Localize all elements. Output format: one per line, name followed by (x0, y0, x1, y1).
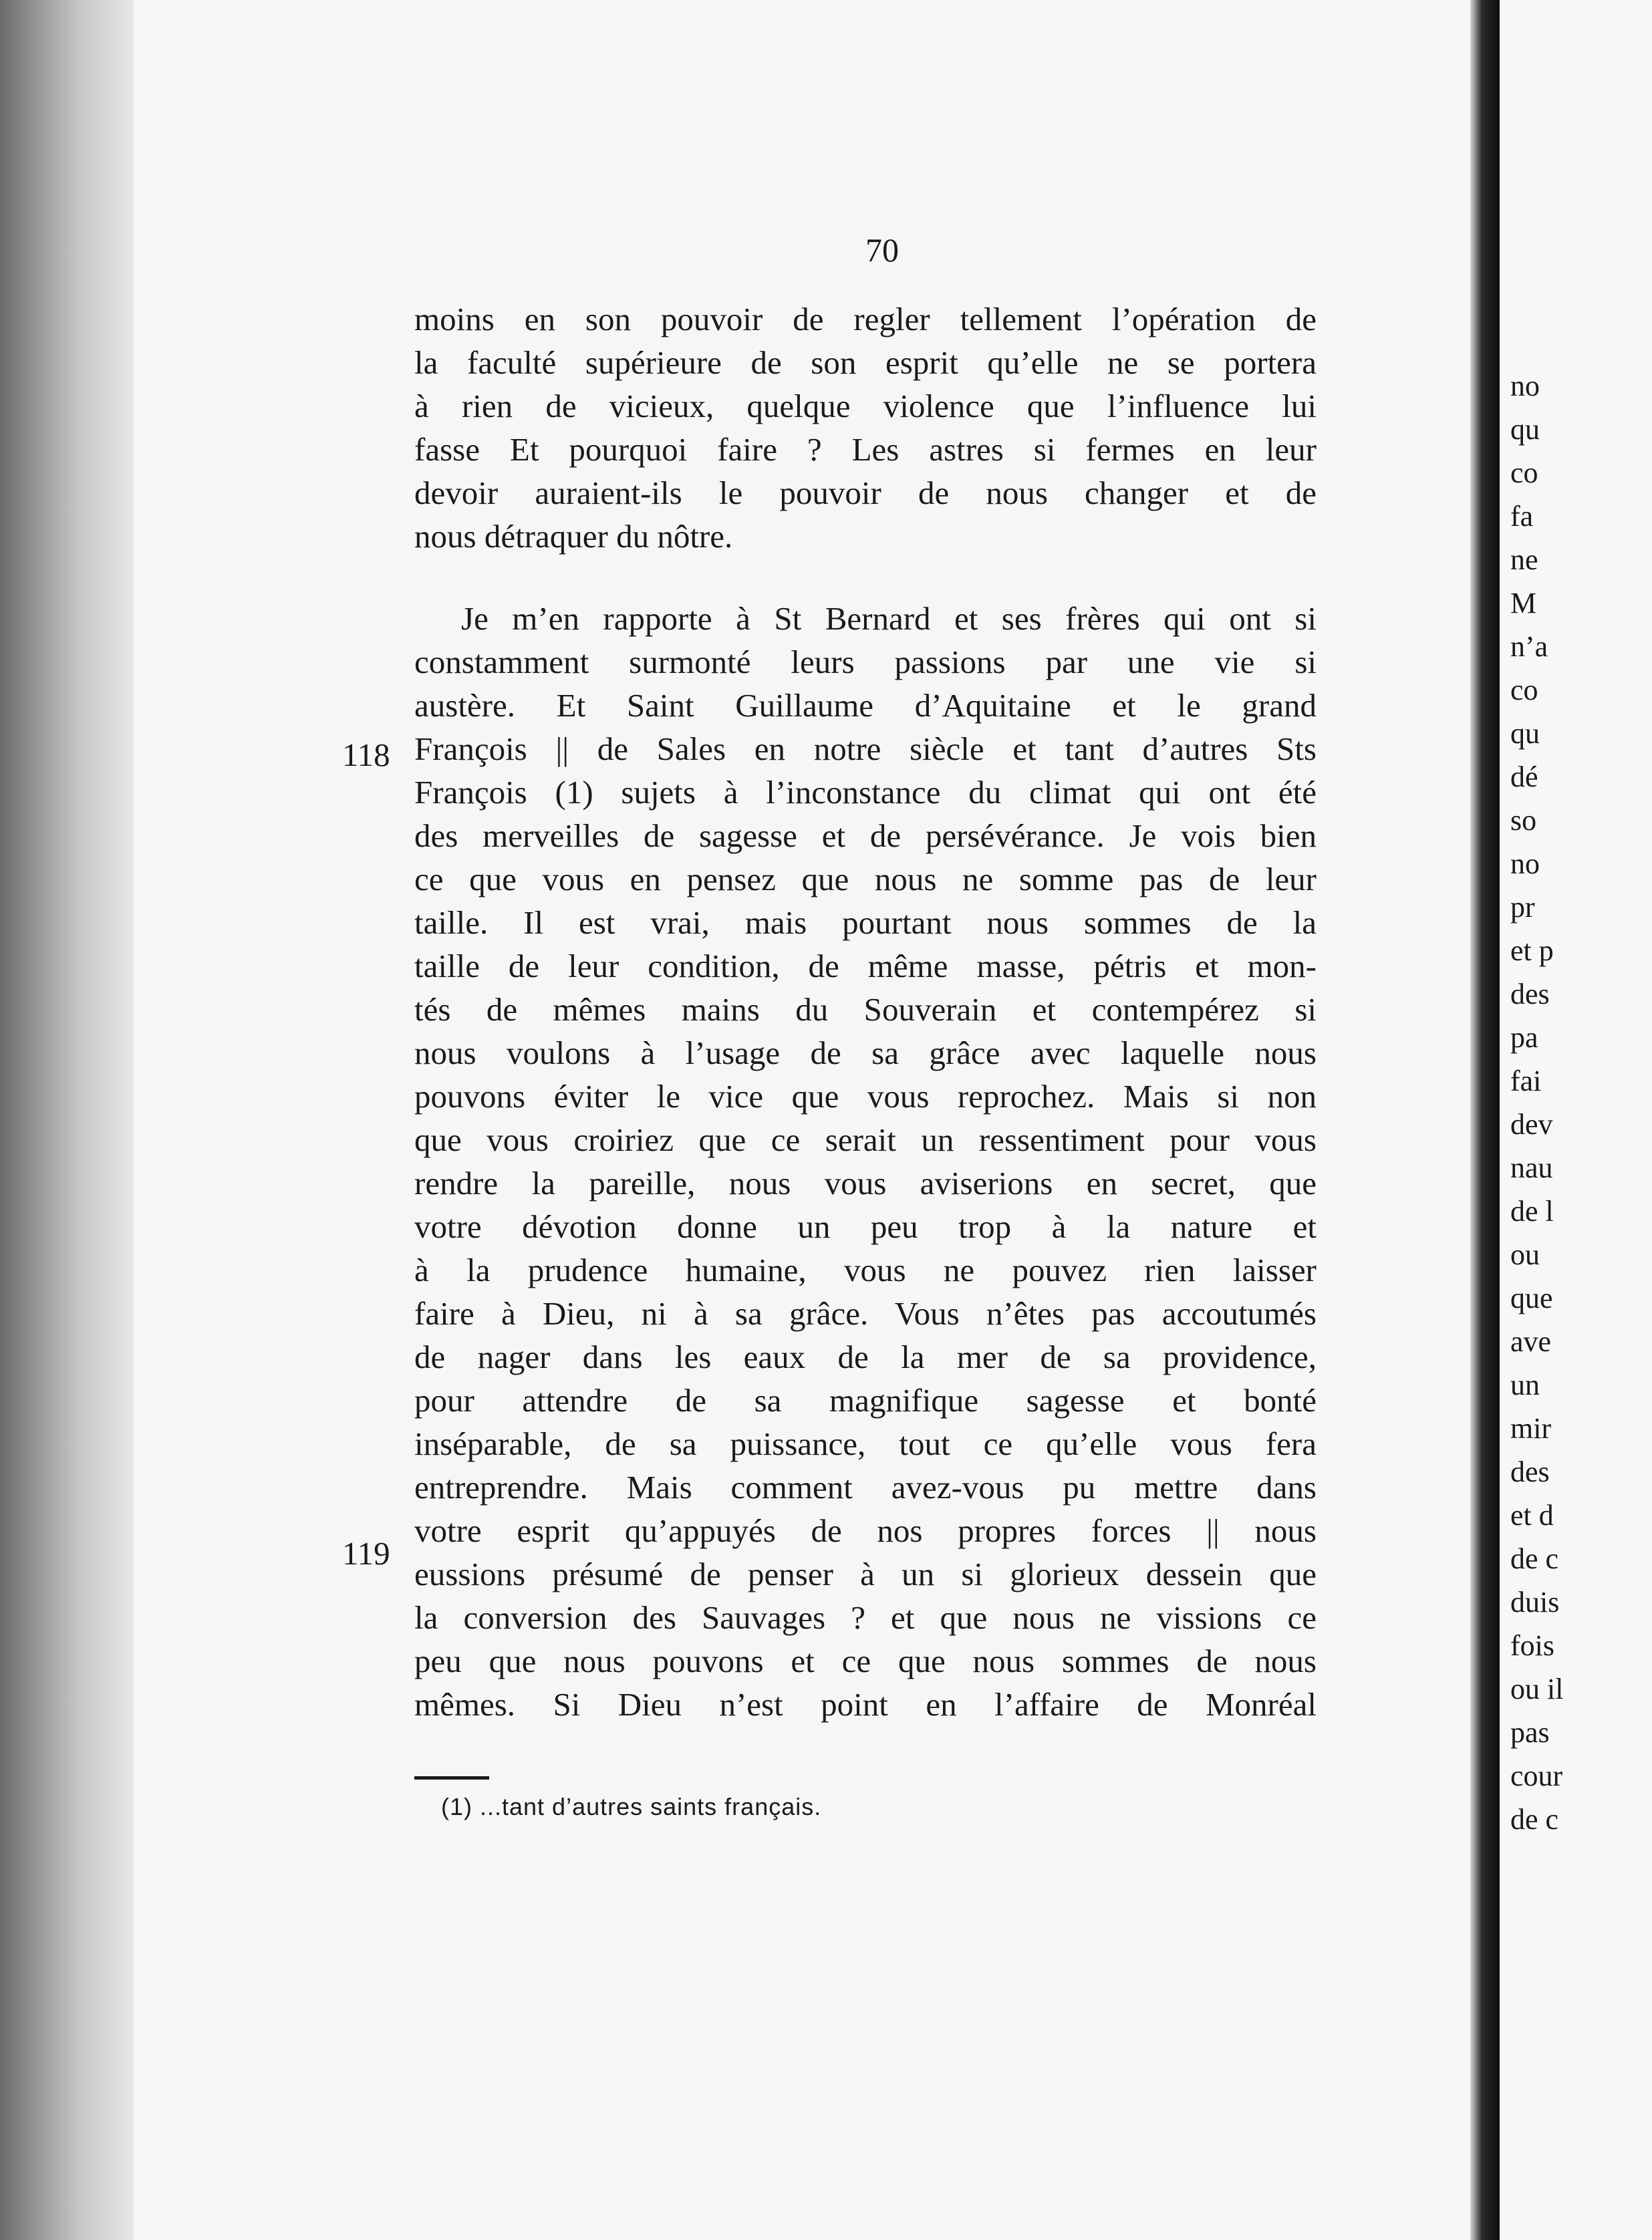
footnote-rule (414, 1776, 489, 1780)
next-page-fragment: et d (1510, 1499, 1554, 1532)
book-gutter-left (0, 0, 134, 2240)
paragraph-gap (414, 558, 1317, 597)
text-line: pour attendre de sa magnifique sagesse et bonté (414, 1382, 1317, 1419)
text-line: mêmes. Si Dieu n’est point en l’affaire de Monréal (414, 1686, 1317, 1723)
text-line: votre dévotion donne un peu trop à la nature et (414, 1208, 1317, 1245)
text-line: à la prudence humaine, vous ne pouvez rien laisser (414, 1252, 1317, 1288)
text-line: la conversion des Sauvages ? et que nous ne vissions ce (414, 1599, 1317, 1636)
text-line: inséparable, de sa puissance, tout ce qu’elle vous fera (414, 1425, 1317, 1462)
next-page-fragment: de c (1510, 1542, 1559, 1575)
text-line: Je m’en rapporte à St Bernard et ses frères qui ont si (461, 600, 1317, 637)
text-line: de nager dans les eaux de la mer de sa providence, (414, 1339, 1317, 1375)
text-line: constamment surmonté leurs passions par une vie si (414, 644, 1317, 680)
text-line: que vous croiriez que ce serait un ressentiment pour vous (414, 1121, 1317, 1158)
text-line: la faculté supérieure de son esprit qu’elle ne se portera (414, 344, 1317, 381)
text-line: eussions présumé de penser à un si glorieux dessein que (414, 1556, 1317, 1592)
next-page-fragment: duis (1510, 1586, 1560, 1619)
next-page-fragment: ou il (1510, 1673, 1564, 1705)
next-page-fragment: des (1510, 978, 1550, 1010)
text-line: faire à Dieu, ni à sa grâce. Vous n’êtes pas accoutumés (414, 1295, 1317, 1332)
next-page-fragment: qu (1510, 413, 1540, 446)
next-page-fragment: fois (1510, 1629, 1554, 1662)
next-page-fragment: ou (1510, 1238, 1540, 1271)
book-spine (1470, 0, 1500, 2240)
text-line: peu que nous pouvons et ce que nous sommes de nous (414, 1643, 1317, 1679)
next-page-fragment: dé (1510, 760, 1538, 793)
text-line: fasse Et pourquoi faire ? Les astres si fermes en leur (414, 431, 1317, 468)
text-line: taille. Il est vrai, mais pourtant nous sommes de la (414, 904, 1317, 941)
text-line: nous détraquer du nôtre. (414, 518, 733, 555)
next-page-fragment: qu (1510, 717, 1540, 750)
text-line: pouvons éviter le vice que vous reprochez. Mais si non (414, 1078, 1317, 1115)
next-page-fragment: des (1510, 1455, 1550, 1488)
text-line: devoir auraient-ils le pouvoir de nous changer et de (414, 474, 1317, 511)
text-line: moins en son pouvoir de regler tellement l’opération de (414, 301, 1317, 337)
text-line: François || de Sales en notre siècle et tant d’autres Sts (414, 730, 1317, 767)
margin-number-118: 118 (342, 736, 390, 773)
next-page-fragment: de l (1510, 1195, 1554, 1228)
next-page-fragment: so (1510, 804, 1537, 837)
margin-number-119: 119 (342, 1535, 390, 1572)
next-page-fragment: co (1510, 456, 1538, 489)
next-page-fragment: de c (1510, 1803, 1559, 1836)
next-page-fragment: co (1510, 674, 1538, 706)
text-line: des merveilles de sagesse et de persévérance. Je vois bien (414, 817, 1317, 854)
next-page-fragment: que (1510, 1282, 1553, 1314)
next-page-fragment: ave (1510, 1325, 1552, 1358)
text-line: votre esprit qu’appuyés de nos propres forces || nous (414, 1512, 1317, 1549)
next-page-fragment: fai (1510, 1065, 1542, 1097)
footnote: (1) ...tant d’autres saints français. (441, 1793, 822, 1820)
text-line: entreprendre. Mais comment avez-vous pu mettre dans (414, 1469, 1317, 1506)
next-page-fragment: n’a (1510, 630, 1548, 663)
next-page-fragment: pas (1510, 1716, 1550, 1749)
next-page-fragment: pa (1510, 1021, 1538, 1054)
next-page-fragment: fa (1510, 500, 1534, 533)
text-line: tés de mêmes mains du Souverain et contempérez si (414, 991, 1317, 1028)
text-line: à rien de vicieux, quelque violence que l’influence lui (414, 388, 1317, 424)
page-number: 70 (865, 231, 899, 269)
next-page-fragment: pr (1510, 891, 1535, 924)
text-line: François (1) sujets à l’inconstance du climat qui ont été (414, 774, 1317, 811)
text-line: ce que vous en pensez que nous ne somme pas de leur (414, 861, 1317, 897)
text-line: nous voulons à l’usage de sa grâce avec laquelle nous (414, 1034, 1317, 1071)
next-page-fragment: mir (1510, 1412, 1552, 1445)
next-page-fragment: no (1510, 847, 1540, 880)
next-page-fragment: et p (1510, 934, 1554, 967)
next-page-fragment: nau (1510, 1151, 1553, 1184)
next-page-fragment: no (1510, 370, 1540, 402)
text-line: rendre la pareille, nous vous aviserions en secret, que (414, 1165, 1317, 1202)
next-page-fragment: M (1510, 587, 1537, 619)
next-page-fragment: dev (1510, 1108, 1553, 1141)
next-page-fragment: cour (1510, 1760, 1563, 1792)
body-text (414, 297, 1317, 1726)
text-line: austère. Et Saint Guillaume d’Aquitaine et le grand (414, 687, 1317, 724)
text-line: taille de leur condition, de même masse, pétris et mon- (414, 948, 1317, 984)
next-page-fragment: ne (1510, 543, 1538, 576)
next-page-fragment: un (1510, 1369, 1540, 1401)
next-page-edge (1500, 0, 1652, 2240)
